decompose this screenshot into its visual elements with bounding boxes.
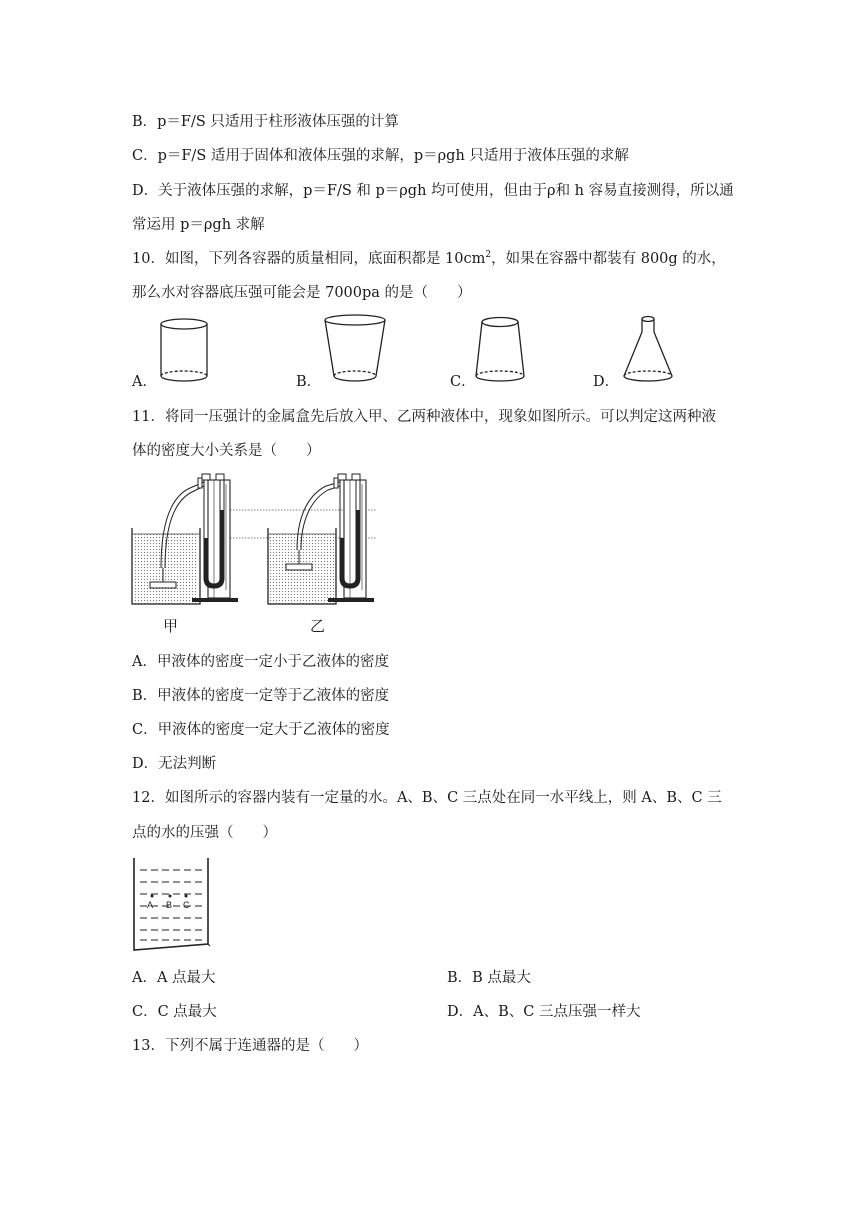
- pressure-gauge-figure: [128, 470, 408, 610]
- container-a-cylinder: [158, 316, 210, 388]
- q11-option-c: C．甲液体的密度一定大于乙液体的密度: [132, 722, 390, 738]
- q10-label-b: B．: [296, 374, 322, 390]
- q9-option-d: D．关于液体压强的求解，p＝F/S 和 p＝ρgh 均可使用，但由于ρ和 h 容易直接测得，所以通: [132, 183, 734, 199]
- q10-label-a: A．: [132, 374, 157, 390]
- caption-yi: 乙: [310, 617, 326, 635]
- q11-option-d: D．无法判断: [132, 756, 217, 772]
- q12-stem-line1: 12．如图所示的容器内装有一定量的水。A、B、C 三点处在同一水平线上，则 A、B、C 三: [132, 790, 722, 806]
- q11-stem-line1: 11．将同一压强计的金属盒先后放入甲、乙两种液体中，现象如图所示。可以判定这两种液: [132, 409, 716, 425]
- q12-option-d: D．A、B、C 三点压强一样大: [447, 1004, 641, 1020]
- q10-label-d: D．: [593, 374, 620, 390]
- point-label-a: A: [147, 900, 154, 910]
- container-b-wide-top: [322, 312, 388, 388]
- q11-option-a: A．甲液体的密度一定小于乙液体的密度: [132, 654, 389, 670]
- q12-option-c: C．C 点最大: [132, 1004, 217, 1020]
- q10-stem-line2: 那么水对容器底压强可能会是 7000pa 的是（ ）: [132, 285, 472, 301]
- q12-stem-line2: 点的水的压强（ ）: [132, 825, 277, 841]
- q9-option-c: C．p＝F/S 适用于固体和液体压强的求解，p＝ρgh 只适用于液体压强的求解: [132, 148, 629, 164]
- q12-option-a: A．A 点最大: [132, 970, 216, 986]
- q11-stem-line2: 体的密度大小关系是（ ）: [132, 443, 321, 459]
- q12-option-b: B．B 点最大: [447, 970, 531, 986]
- q13-stem: 13．下列不属于连通器的是（ ）: [132, 1038, 368, 1054]
- q9-option-b: B．p＝F/S 只适用于柱形液体压强的计算: [132, 114, 399, 130]
- container-c-narrow-top: [472, 314, 528, 388]
- q9-option-d-continued: 常运用 p＝ρgh 求解: [132, 217, 265, 233]
- water-container-figure: [128, 856, 214, 956]
- q10-label-c: C．: [450, 374, 476, 390]
- container-d-conical-flask: [620, 314, 676, 388]
- q10-stem-line1: 10．如图，下列各容器的质量相同，底面积都是 $10cm^2$，如果在容器中都装有 800g 的水，: [132, 250, 726, 267]
- point-label-b: B: [166, 900, 173, 910]
- q11-option-b: B．甲液体的密度一定等于乙液体的密度: [132, 688, 390, 704]
- caption-jia: 甲: [163, 617, 179, 635]
- point-label-c: C: [183, 900, 190, 910]
